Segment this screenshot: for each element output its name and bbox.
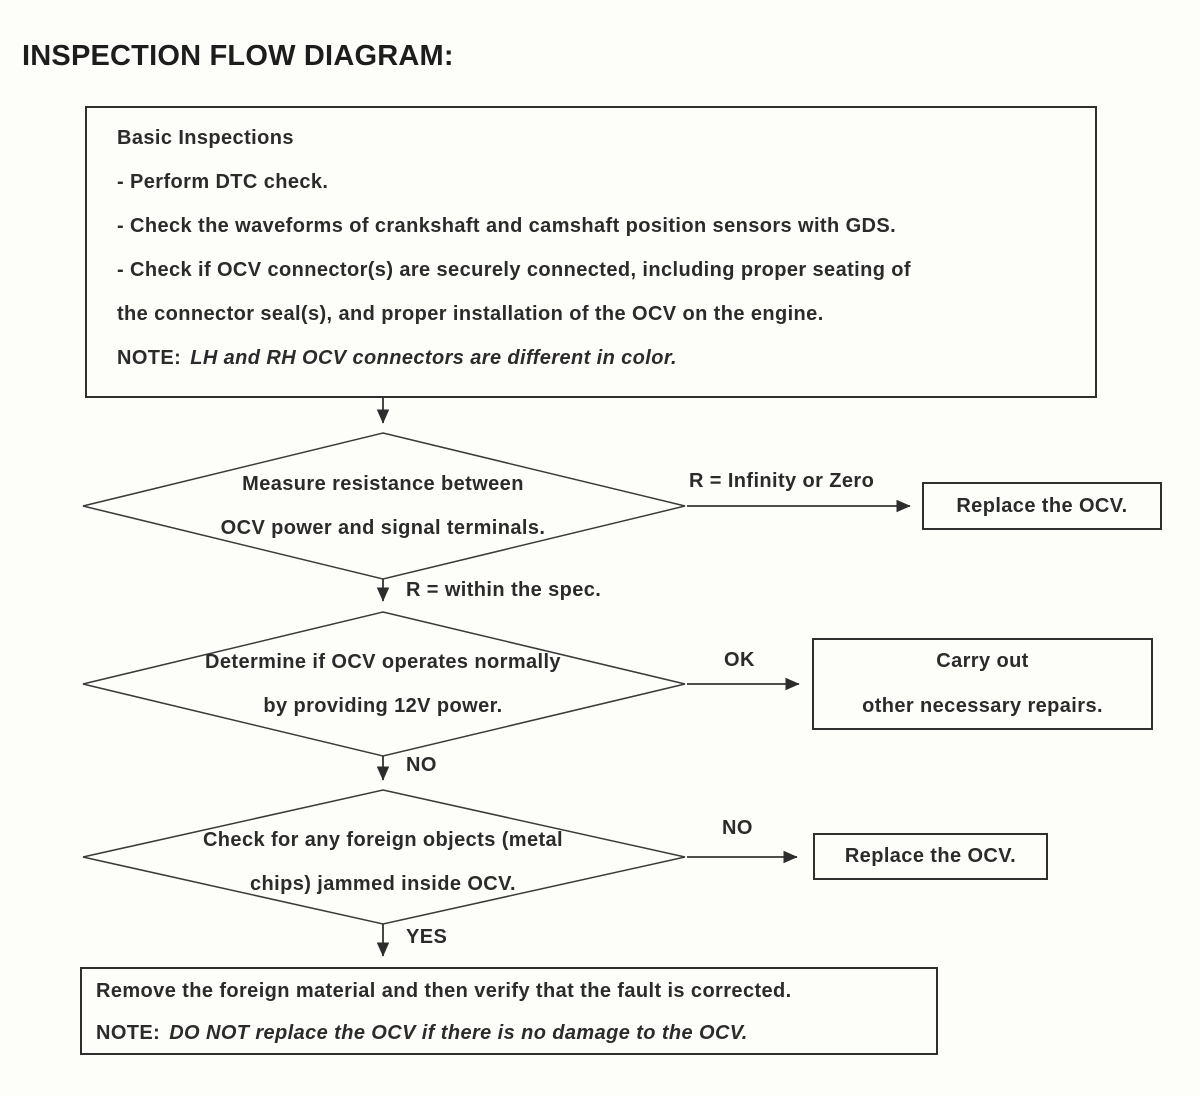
basic-inspections-line: - Check if OCV connector(s) are securely connected, including proper seating of (117, 259, 911, 281)
branch-label-r-infinity-or-zero: R = Infinity or Zero (689, 470, 875, 492)
decision-1-line1: Measure resistance between (242, 473, 524, 495)
branch-label-ok: OK (724, 649, 755, 671)
basic-inspections-heading: Basic Inspections (117, 127, 294, 149)
action-box-carry-out-repairs (812, 638, 1153, 730)
decision-2-line2: by providing 12V power. (263, 695, 503, 717)
note-text: LH and RH OCV connectors are different in color. (190, 347, 677, 369)
action-box-replace-ocv-1 (922, 482, 1162, 530)
page-title: INSPECTION FLOW DIAGRAM: (22, 40, 454, 72)
note-label: NOTE: (117, 347, 182, 369)
decision-3-line2: chips) jammed inside OCV. (249, 873, 516, 895)
branch-label-r-within-spec: R = within the spec. (406, 579, 602, 601)
branch-label-no-down: NO (406, 754, 437, 776)
result-line: Remove the foreign material and then verify that the fault is corrected. (96, 980, 792, 1002)
action-box-line: Replace the OCV. (844, 845, 1017, 867)
decision-1-line2: OCV power and signal terminals. (220, 517, 546, 539)
basic-inspections-line: - Check the waveforms of crankshaft and camshaft position sensors with GDS. (117, 215, 897, 237)
decision-2-line1: Determine if OCV operates normally (205, 651, 561, 673)
action-box-line: Replace the OCV. (956, 494, 1128, 517)
decision-3-text (123, 818, 643, 906)
branch-label-no-right: NO (722, 817, 753, 839)
action-box-line: Carry out (936, 650, 1029, 672)
basic-inspections-line: the connector seal(s), and proper installation of the OCV on the engine. (117, 303, 824, 325)
action-box-replace-ocv-2 (813, 833, 1048, 880)
basic-inspections-line: - Perform DTC check. (117, 171, 329, 193)
note-label: NOTE: (96, 1022, 161, 1044)
action-box-line: other necessary repairs. (862, 695, 1103, 717)
decision-2-text (123, 640, 643, 728)
result-note (96, 1012, 936, 1054)
note-text: DO NOT replace the OCV if there is no damage to the OCV. (169, 1022, 748, 1044)
basic-inspections-note (117, 336, 1077, 380)
decision-1-text (123, 462, 643, 550)
result-box (80, 967, 938, 1055)
basic-inspections-box (85, 106, 1097, 398)
decision-3-line1: Check for any foreign objects (metal (202, 829, 564, 851)
branch-label-yes: YES (406, 926, 448, 948)
